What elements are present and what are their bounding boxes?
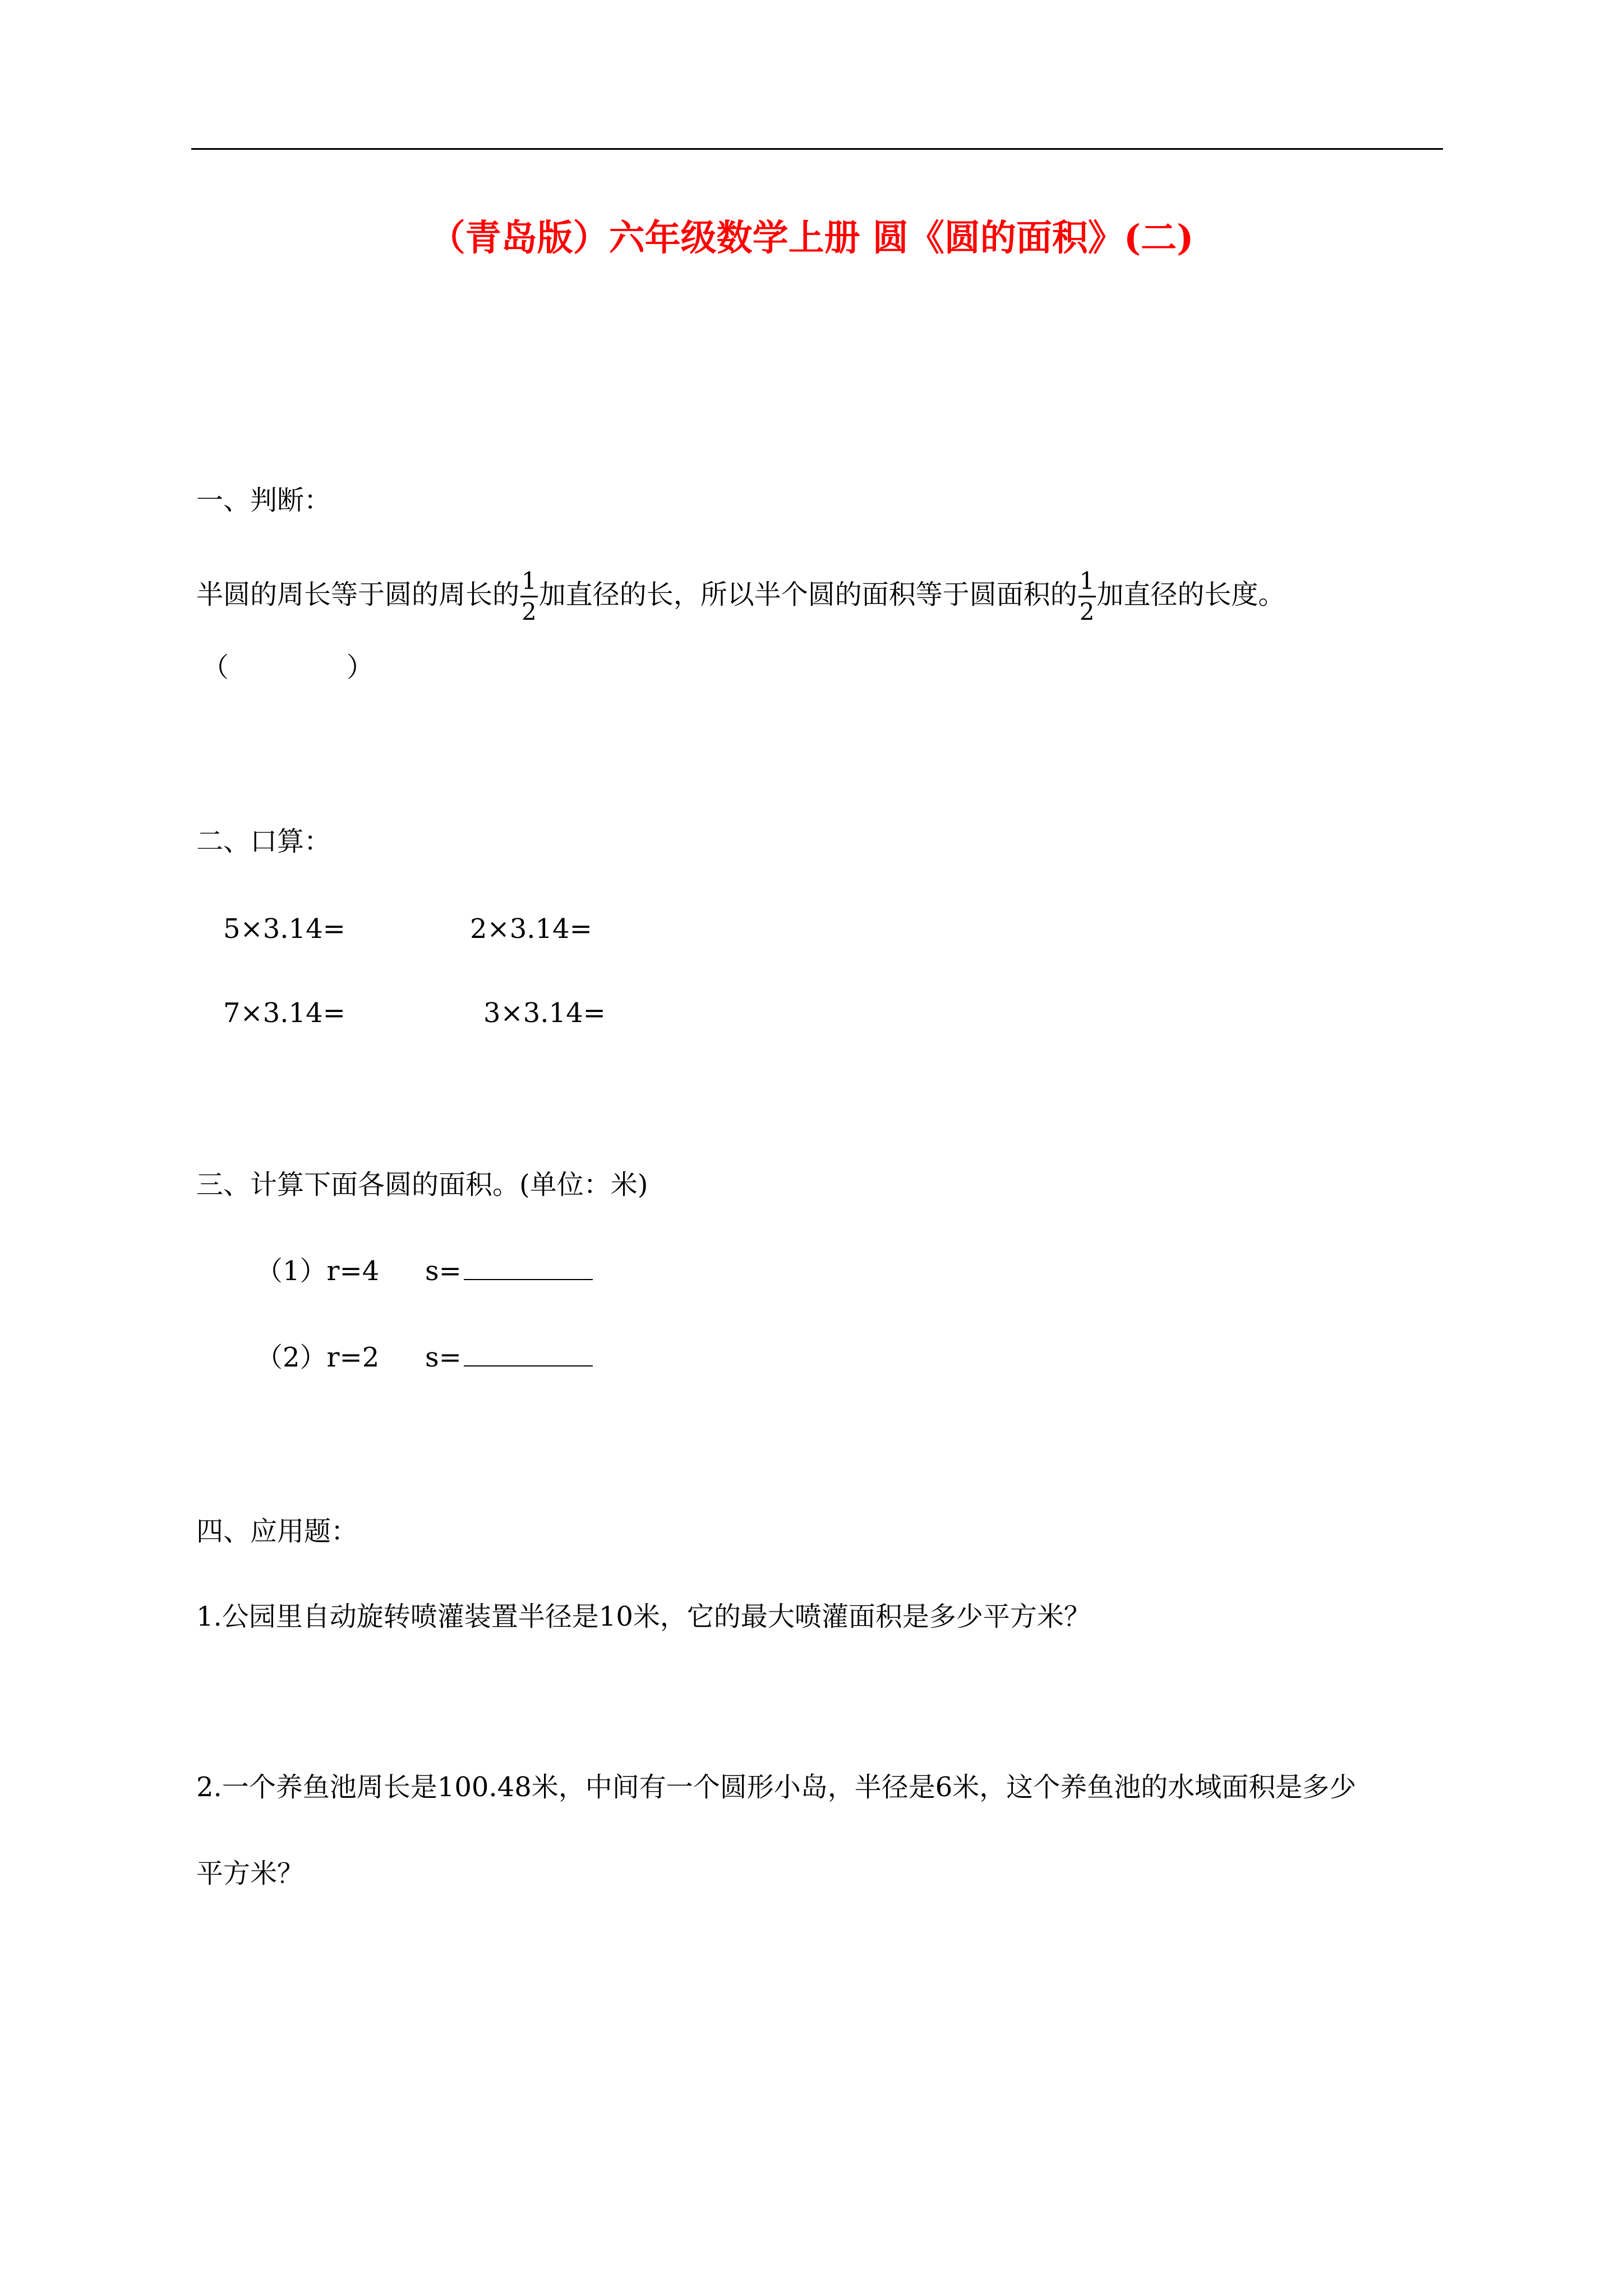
answer-paren-open: （ <box>202 652 229 683</box>
statement-part2: 加直径的长，所以半个圆的面积等于圆面积的 <box>538 579 1077 610</box>
mental-math-item: 5×3.14= <box>223 913 345 945</box>
mental-math-item: 3×3.14= <box>483 997 606 1029</box>
mental-math-item: 2×3.14= <box>470 913 592 945</box>
circle-item-label: （2）r=2 <box>256 1342 380 1373</box>
section2-heading: 二、口算： <box>196 826 331 857</box>
word-problem-2-line2: 平方米？ <box>196 1858 305 1889</box>
header-rule <box>191 148 1443 150</box>
statement-part1: 半圆的周长等于圆的周长的 <box>196 579 520 610</box>
word-problem-2-line1: 2.一个养鱼池周长是100.48米，中间有一个圆形小岛，半径是6米，这个养鱼池的水域面积是多少 <box>196 1772 1357 1803</box>
section4-heading: 四、应用题： <box>196 1516 358 1547</box>
answer-blank <box>464 1343 593 1366</box>
word-problem-1: 1.公园里自动旋转喷灌装置半径是10米，它的最大喷灌面积是多少平方米？ <box>196 1601 1091 1632</box>
fraction-one-half-2: $\frac{1}{2}$ <box>1079 567 1095 625</box>
answer-blank <box>464 1257 593 1280</box>
mental-math-item: 7×3.14= <box>223 997 345 1029</box>
circle-item-answer: s= <box>425 1341 593 1374</box>
page-title: （青岛版）六年级数学上册 圆《圆的面积》(二) <box>429 217 1194 259</box>
judgment-statement <box>196 567 1285 627</box>
section1-heading: 一、判断： <box>196 485 331 516</box>
statement-part3: 加直径的长度。 <box>1096 579 1285 610</box>
fraction-one-half-1: $\frac{1}{2}$ <box>522 567 537 625</box>
answer-paren-close: ） <box>347 652 374 683</box>
circle-item-label: （1）r=4 <box>256 1255 380 1287</box>
section3-heading: 三、计算下面各圆的面积。(单位：米) <box>196 1169 648 1200</box>
circle-item-answer: s= <box>425 1254 593 1288</box>
